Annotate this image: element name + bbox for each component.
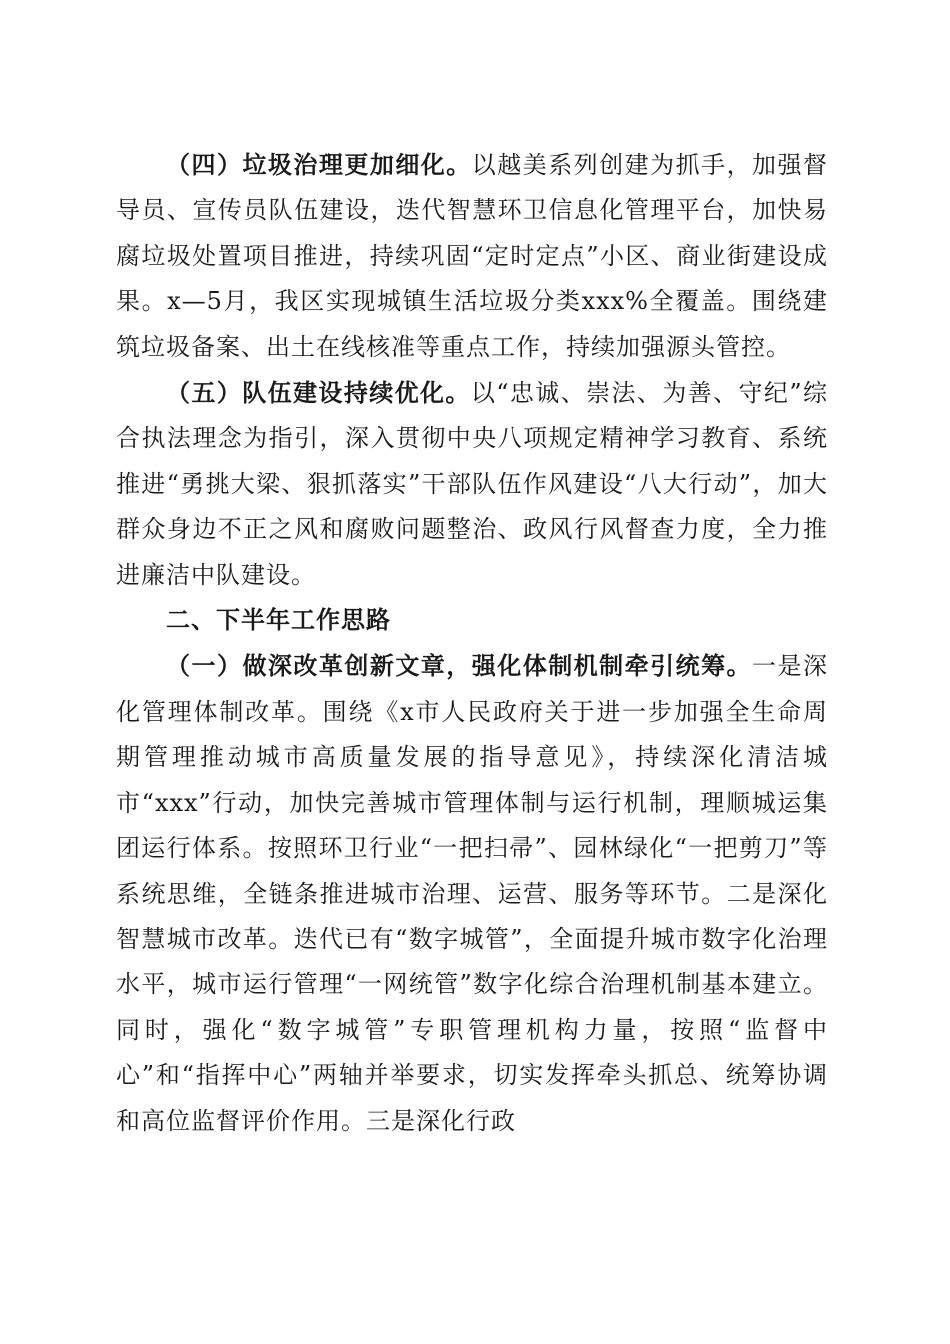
paragraph-body: 以越美系列创建为抓手，加强督导员、宣传员队伍建设，迭代智慧环卫信息化管理平台，加快易腐垃圾处置项目推进，持续巩固“定时定点”小区、商业街建设成果。x—5月，我区实现城镇生活垃圾分类xxx%全覆盖。围绕建筑垃圾备案、出土在线核准等重点工作，持续加强源头管控。 <box>116 151 829 361</box>
paragraph-body: 一是深化管理体制改革。围绕《x市人民政府关于进一步加强全生命周期管理推动城市高质量发展的指导意见》，持续深化清洁城市“xxx”行动，加快完善城市管理体制与运行机制，理顺城运集团运行体系。按照环卫行业“一把扫帚”、园林绿化“一把剪刀”等系统思维，全链条推进城市治理、运营、服务等环节。二是深化智慧城市改革。迭代已有“数字城管”，全面提升城市数字化治理水平，城市运行管理“一网统管”数字化综合治理机制基本建立。同时，强化“数字城管”专职管理机构力量，按照“监督中心”和“指挥中心”两轴并举要求，切实发挥牵头抓总、统筹协调和高位监督评价作用。三是深化行政 <box>116 652 829 1135</box>
paragraph-reform-innovation <box>116 643 828 1143</box>
paragraph-lead: （四）垃圾治理更加细化。 <box>166 150 472 179</box>
paragraph-lead: （五）队伍建设持续优化。 <box>166 378 471 408</box>
paragraph-lead: （一）做深改革创新文章，强化体制机制牵引统筹。 <box>166 651 753 681</box>
section-heading: 二、下半年工作思路 <box>166 606 391 635</box>
paragraph-team-building <box>116 370 828 598</box>
document-body <box>116 142 828 1144</box>
paragraph-garbage-governance <box>116 142 828 370</box>
paragraph-body: 以“忠诚、崇法、为善、守纪”综合执法理念为指引，深入贯彻中央八项规定精神学习教育、系统推进“勇挑大梁、狠抓落实”干部队伍作风建设“八大行动”，加大群众身边不正之风和腐败问题整治、政风行风督查力度，全力推进廉洁中队建设。 <box>116 379 828 589</box>
